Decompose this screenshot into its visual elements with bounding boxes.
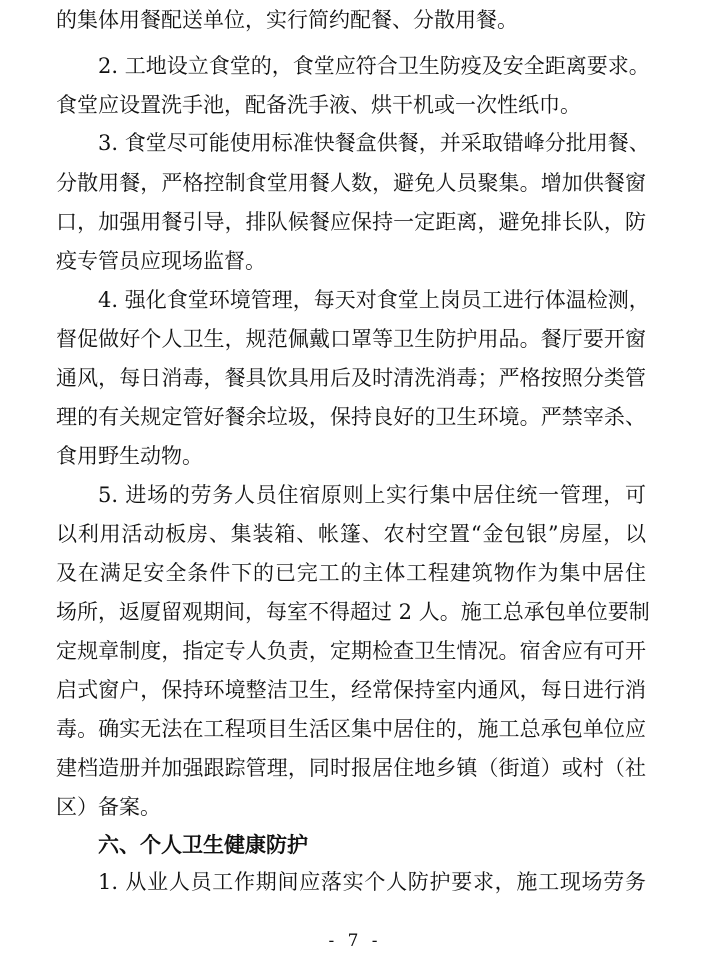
text-line: 口，加强用餐引导，排队候餐应保持一定距离，避免排长队，防 xyxy=(56,210,646,234)
text-line: 2. 工地设立食堂的，食堂应符合卫生防疫及安全距离要求。 xyxy=(98,54,650,78)
text-line: 区）备案。 xyxy=(56,795,161,819)
text-line: 4. 强化食堂环境管理，每天对食堂上岗员工进行体温检测， xyxy=(98,288,650,312)
text-line: 3. 食堂尽可能使用标准快餐盒供餐，并采取错峰分批用餐、 xyxy=(98,131,650,155)
text-line: 1. 从业人员工作期间应落实个人防护要求，施工现场劳务 xyxy=(98,870,646,894)
text-line: 理的有关规定管好餐余垃圾，保持良好的卫生环境。严禁宰杀、 xyxy=(56,405,646,429)
section-heading: 六、个人卫生健康防护 xyxy=(98,833,308,857)
text-line: 5. 进场的劳务人员住宿原则上实行集中居住统一管理，可 xyxy=(98,483,646,507)
text-line: 通风，每日消毒，餐具饮具用后及时清洗消毒；严格按照分类管 xyxy=(56,366,646,390)
text-line: 的集体用餐配送单位，实行简约配餐、分散用餐。 xyxy=(56,8,518,32)
text-line: 以利用活动板房、集装箱、帐篷、农村空置“金包银”房屋，以 xyxy=(56,522,646,546)
page-number: - 7 - xyxy=(328,931,382,951)
text-line: 分散用餐，严格控制食堂用餐人数，避免人员聚集。增加供餐窗 xyxy=(56,171,646,195)
text-line: 毒。确实无法在工程项目生活区集中居住的，施工总承包单位应 xyxy=(56,717,646,741)
text-line: 建档造册并加强跟踪管理，同时报居住地乡镇（街道）或村（社 xyxy=(56,756,646,780)
text-line: 场所，返厦留观期间，每室不得超过 2 人。施工总承包单位要制 xyxy=(56,600,650,624)
text-line: 及在满足安全条件下的已完工的主体工程建筑物作为集中居住 xyxy=(56,561,646,585)
text-line: 疫专管员应现场监督。 xyxy=(56,249,266,273)
text-line: 食堂应设置洗手池，配备洗手液、烘干机或一次性纸巾。 xyxy=(56,93,581,117)
text-line: 食用野生动物。 xyxy=(56,444,203,468)
text-line: 督促做好个人卫生，规范佩戴口罩等卫生防护用品。餐厅要开窗 xyxy=(56,327,646,351)
text-line: 启式窗户，保持环境整洁卫生，经常保持室内通风，每日进行消 xyxy=(56,678,646,702)
text-line: 定规章制度，指定专人负责，定期检查卫生情况。宿舍应有可开 xyxy=(56,639,646,663)
